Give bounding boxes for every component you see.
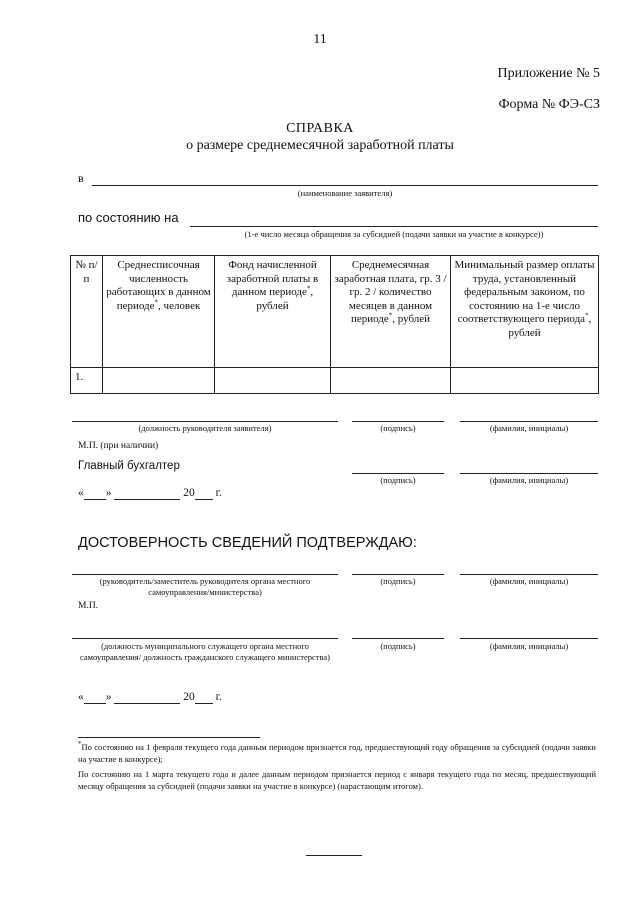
year-field-2[interactable] <box>195 691 213 704</box>
table-cell[interactable] <box>451 368 599 394</box>
document-title: СПРАВКА <box>286 121 354 136</box>
position-line[interactable] <box>72 421 338 422</box>
stamp-label: М.П. (при наличии) <box>78 441 159 451</box>
page-number: 11 <box>313 32 327 47</box>
applicant-caption: (наименование заявителя) <box>297 188 393 198</box>
accountant-signature-line[interactable] <box>352 473 444 474</box>
date-line-2: « » 20 г. <box>78 691 222 703</box>
as-of-caption: (1-е число месяца обращения за субсидией (подачи заявки на участие в конкурсе)) <box>244 229 544 239</box>
name-line[interactable] <box>460 421 598 422</box>
official-signature-caption: (подпись) <box>380 641 416 651</box>
footnote-2: По состоянию на 1 марта текущего года и далее данным периодом признается период с января текущего года по месяц, предшествующий месяцу обращения за субсидией (подачи заявки на участие в конкурсе) (нарастающим итогом). <box>78 769 596 791</box>
table-cell[interactable] <box>331 368 451 394</box>
header-average-salary: Среднемесячная заработная плата, гр. 3 / гр. 2 / количество месяцев в данном периоде*, рублей <box>331 256 451 368</box>
name-caption: (фамилия, инициалы) <box>489 423 569 433</box>
table-header-row <box>71 256 599 368</box>
signature-caption: (подпись) <box>380 423 416 433</box>
head-name-line[interactable] <box>460 574 598 575</box>
official-caption: (должность муниципального служащего органа местного самоуправления/ должность гражданского служащего министерства) <box>80 641 330 662</box>
day-field[interactable] <box>84 487 106 500</box>
table-cell[interactable] <box>103 368 215 394</box>
accountant-signature-caption: (подпись) <box>380 475 416 485</box>
as-of-field-line[interactable] <box>190 226 598 227</box>
head-name-caption: (фамилия, инициалы) <box>489 576 569 586</box>
month-field-2[interactable] <box>114 691 180 704</box>
header-number: № п/п <box>71 256 103 368</box>
salary-table <box>70 255 599 394</box>
month-field[interactable] <box>114 487 180 500</box>
table-row <box>71 368 599 394</box>
head-signature-caption: (подпись) <box>380 576 416 586</box>
form-label: Форма № ФЭ-СЗ <box>498 97 600 112</box>
header-headcount: Среднесписочная численность работающих в данном периоде*, человек <box>103 256 215 368</box>
date-line: « » 20 г. <box>78 487 222 499</box>
official-signature-line[interactable] <box>352 638 444 639</box>
header-minimum-wage: Минимальный размер оплаты труда, установленный федеральным законом, по состоянию на 1-е число соответствующего периода*, рублей <box>451 256 599 368</box>
signature-line[interactable] <box>352 421 444 422</box>
footnote-1: *По состоянию на 1 февраля текущего года данным периодом признается год, предшествующий году обращения за субсидией (подачи заявки на участие в конкурсе); <box>78 740 596 764</box>
official-name-caption: (фамилия, инициалы) <box>489 641 569 651</box>
confirm-heading: ДОСТОВЕРНОСТЬ СВЕДЕНИЙ ПОДТВЕРЖДАЮ: <box>78 535 417 551</box>
official-name-line[interactable] <box>460 638 598 639</box>
as-of-label: по состоянию на <box>78 210 179 225</box>
appendix-label: Приложение № 5 <box>497 66 600 81</box>
stamp-label-2: М.П. <box>78 601 99 611</box>
accountant-label: Главный бухгалтер <box>78 460 180 472</box>
document-subtitle: о размере среднемесячной заработной платы <box>186 138 454 153</box>
applicant-prefix: в <box>78 171 84 185</box>
head-caption: (руководитель/заместитель руководителя органа местного самоуправления/министерства) <box>99 576 311 597</box>
header-payroll-fund: Фонд начисленной заработной платы в данном периоде*, рублей <box>215 256 331 368</box>
page-end-mark <box>306 855 362 856</box>
accountant-name-line[interactable] <box>460 473 598 474</box>
accountant-name-caption: (фамилия, инициалы) <box>489 475 569 485</box>
official-position-line[interactable] <box>72 638 338 639</box>
day-field-2[interactable] <box>84 691 106 704</box>
applicant-field-line[interactable] <box>92 185 598 186</box>
table-cell[interactable]: 1. <box>71 368 103 394</box>
table-cell[interactable] <box>215 368 331 394</box>
head-position-line[interactable] <box>72 574 338 575</box>
footnote-divider <box>78 737 260 738</box>
position-caption: (должность руководителя заявителя) <box>138 423 272 433</box>
year-field[interactable] <box>195 487 213 500</box>
head-signature-line[interactable] <box>352 574 444 575</box>
